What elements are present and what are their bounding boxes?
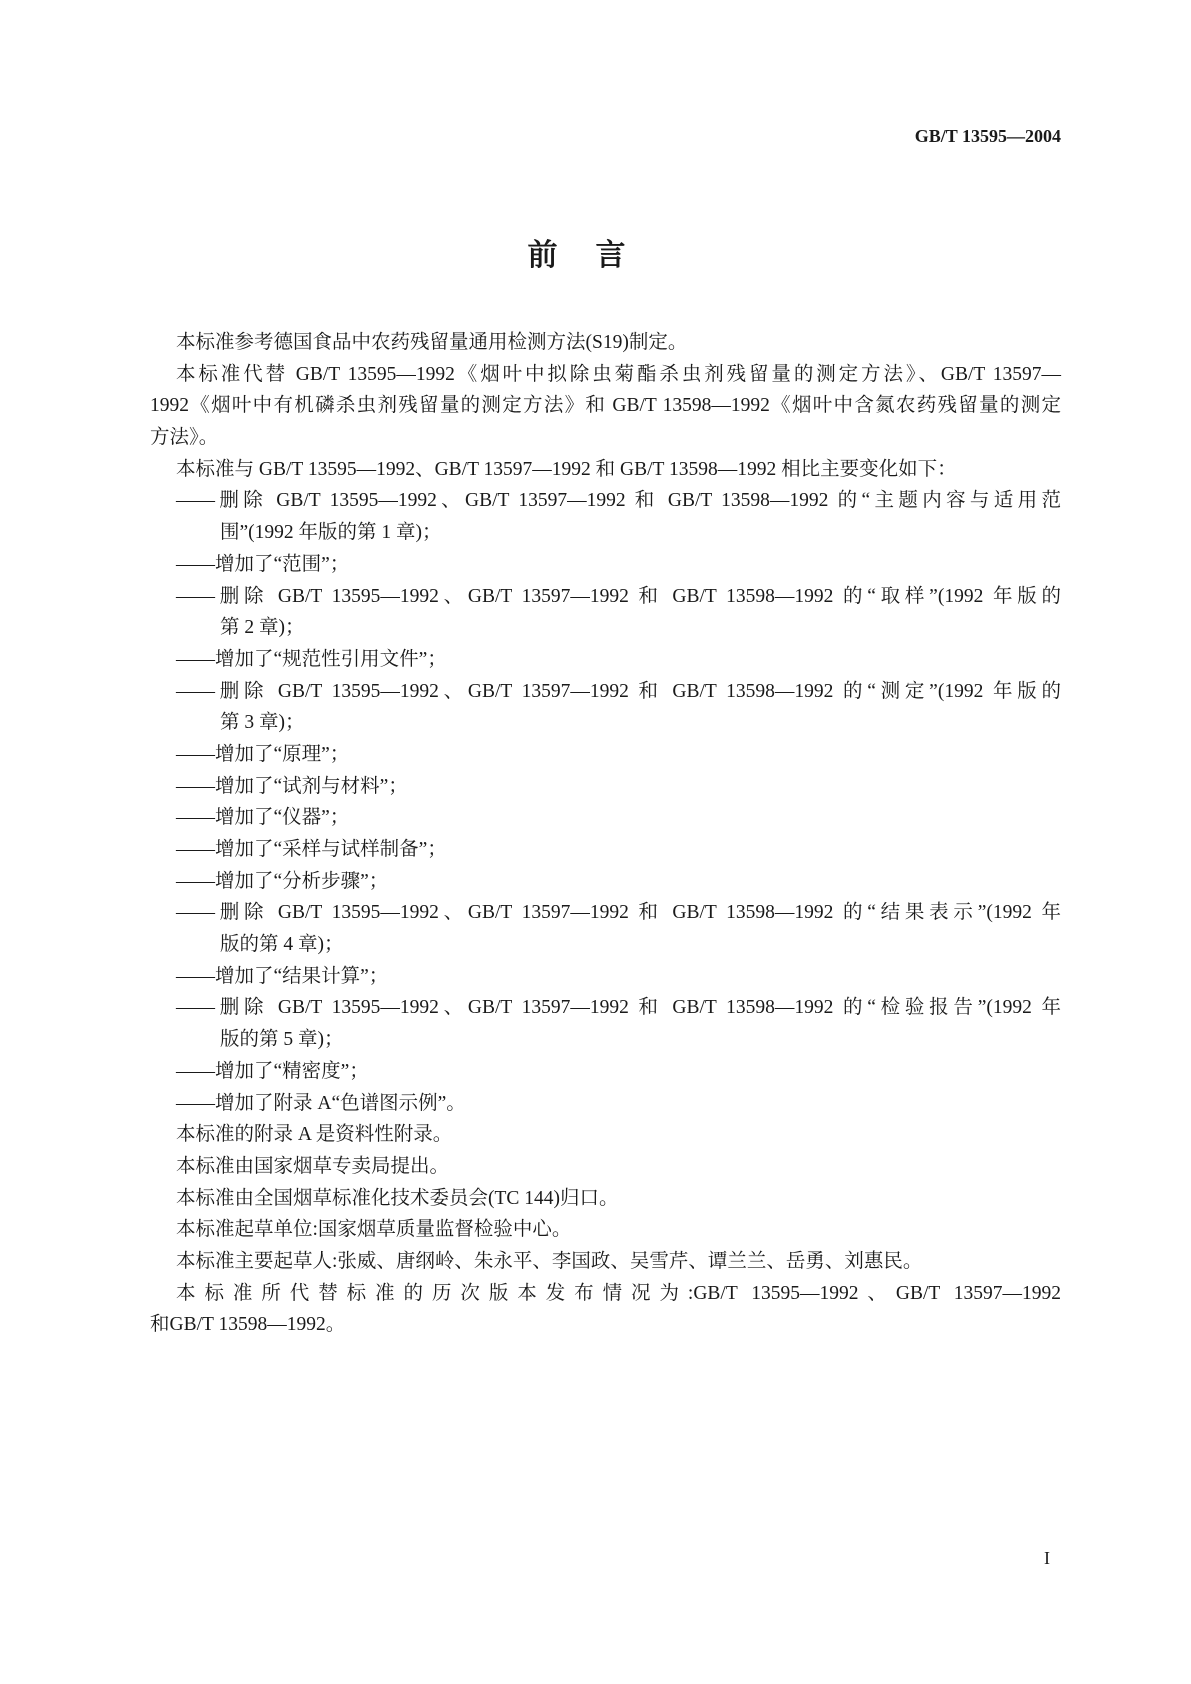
- list-item-continuation: 围”(1992 年版的第 1 章)；: [220, 522, 442, 544]
- list-item: ——增加了附录 A“色谱图示例”。: [176, 1092, 466, 1114]
- text-line: 和GB/T 13598—1992。: [150, 1314, 346, 1336]
- text-line: 本标准由全国烟草标准化技术委员会(TC 144)归口。: [176, 1187, 619, 1209]
- list-item-continuation: 版的第 4 章)；: [220, 934, 344, 956]
- list-item: ——增加了“仪器”；: [176, 807, 350, 829]
- page-title: 前言: [527, 238, 664, 273]
- text-line: 本标准起草单位:国家烟草质量监督检验中心。: [176, 1219, 572, 1241]
- text-line: 本标准与 GB/T 13595—1992、GB/T 13597—1992 和 GB/T 13598—1992 相比主要变化如下：: [176, 458, 957, 480]
- text-line: 本标准参考德国食品中农药残留量通用检测方法(S19)制定。: [176, 332, 688, 353]
- text-line: 本标准所代替标准的历次版本发布情况为:GB/T 13595—1992、GB/T 13597—1992: [176, 1282, 1061, 1304]
- list-item: ——删除 GB/T 13595—1992、GB/T 13597—1992 和 GB/T 13598—1992 的“取样”(1992 年版的: [176, 585, 1061, 607]
- list-item: ——增加了“采样与试样制备”；: [176, 839, 447, 860]
- text-line: 1992《烟叶中有机磷杀虫剂残留量的测定方法》和 GB/T 13598—1992《烟叶中含氮农药残留量的测定: [150, 395, 1061, 417]
- page-number: I: [1044, 1548, 1050, 1568]
- text-line: 本标准由国家烟草专卖局提出。: [176, 1155, 450, 1177]
- list-item: ——增加了“分析步骤”；: [176, 870, 389, 892]
- list-item: ——增加了“规范性引用文件”；: [176, 648, 447, 670]
- list-item: ——增加了“精密度”；: [176, 1060, 369, 1082]
- list-item: ——增加了“试剂与材料”；: [176, 775, 408, 797]
- list-item-continuation: 第 3 章)；: [220, 712, 305, 734]
- standard-number-header: GB/T 13595—2004: [914, 126, 1061, 146]
- text-line: 本标准的附录 A 是资料性附录。: [176, 1124, 453, 1146]
- list-item-continuation: 第 2 章)；: [220, 617, 305, 639]
- list-item: ——增加了“结果计算”；: [176, 965, 389, 987]
- list-item: ——删除 GB/T 13595—1992、GB/T 13597—1992 和 GB/T 13598—1992 的“检验报告”(1992 年: [176, 997, 1061, 1019]
- list-item: ——增加了“范围”；: [176, 553, 350, 575]
- list-item: ——删除 GB/T 13595—1992、GB/T 13597—1992 和 GB/T 13598—1992 的“测定”(1992 年版的: [176, 680, 1061, 702]
- list-item: ——增加了“原理”；: [176, 743, 350, 765]
- text-line: 方法》。: [150, 427, 219, 449]
- text-line: 本标准代替 GB/T 13595—1992《烟叶中拟除虫菊酯杀虫剂残留量的测定方法》、GB/T 13597—: [176, 363, 1061, 385]
- text-line: 本标准主要起草人:张威、唐纲岭、朱永平、李国政、吴雪芹、谭兰兰、岳勇、刘惠民。: [176, 1250, 923, 1272]
- list-item: ——删除 GB/T 13595—1992、GB/T 13597—1992 和 GB/T 13598—1992 的“主题内容与适用范: [176, 490, 1061, 512]
- list-item: ——删除 GB/T 13595—1992、GB/T 13597—1992 和 GB/T 13598—1992 的“结果表示”(1992 年: [176, 902, 1061, 924]
- foreword-body: [150, 327, 1061, 1341]
- list-item-continuation: 版的第 5 章)；: [220, 1029, 344, 1051]
